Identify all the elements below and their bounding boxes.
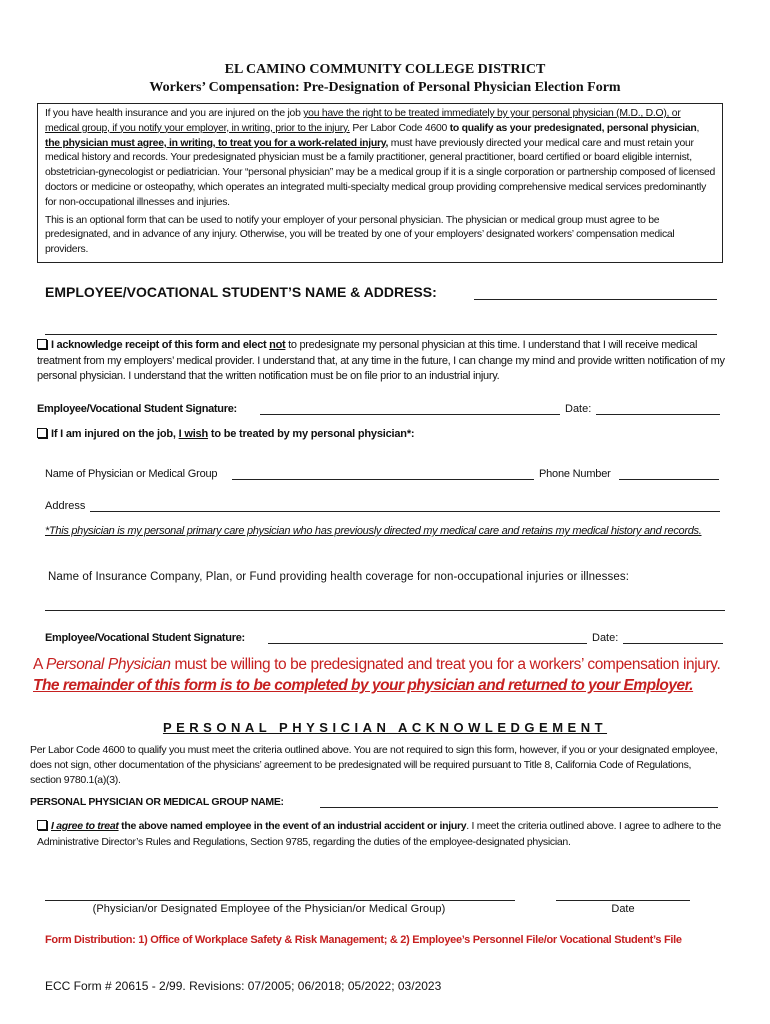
employee-name-line[interactable]	[474, 299, 717, 300]
signature-1-label-text: Employee/Vocational Student Signature	[37, 403, 234, 415]
colon: :	[241, 632, 245, 644]
address-label: Address	[45, 500, 86, 512]
intro-right-text: you have the right to be treated immediately by your personal physician (M.D., D.O), or medical group, if you notify your employer, in writing, prior to the injury.	[45, 108, 681, 134]
agree-bold-text: the above named employee in the event of an industrial accident or injury	[118, 820, 467, 832]
date-2-label: Date:	[592, 632, 619, 644]
physician-date-line[interactable]	[556, 900, 690, 901]
employee-name-label: EMPLOYEE/VOCATIONAL STUDENT’S NAME & ADDRESS:	[45, 284, 437, 300]
agree-statement	[37, 818, 723, 850]
physician-group-name-text: PERSONAL PHYSICIAN OR MEDICAL GROUP NAME	[30, 796, 281, 808]
intro-paragraph-1	[45, 107, 715, 211]
physician-group-name-line[interactable]	[320, 807, 718, 808]
notice-text: A	[33, 656, 46, 673]
decline-text: I acknowledge receipt of this form and elect	[51, 339, 270, 351]
acknowledgement-body: Per Labor Code 4600 to qualify you must meet the criteria outlined above. You are not required to sign this form, however, if you or your designated employee, does not sign, other documentation of the physicians’ agreement to be predesignated will be required pursuant to Title 8, California Code of Regulations, section 9780.1(a)(3).	[30, 744, 718, 786]
colon: :	[233, 403, 237, 415]
physician-signature-line[interactable]	[45, 900, 515, 901]
elect-wish-text: I wish	[178, 428, 208, 440]
form-distribution: Form Distribution: 1) Office of Workplace Safety & Risk Management; & 2) Employee’s Personnel File/or Vocational Student’s File	[45, 934, 682, 946]
elect-checkbox[interactable]	[37, 428, 47, 438]
signature-2-label	[45, 632, 245, 644]
phone-line[interactable]	[619, 479, 719, 480]
address-line[interactable]	[90, 511, 720, 512]
decline-not-text: not	[269, 339, 286, 351]
acknowledgement-heading: PERSONAL PHYSICIAN ACKNOWLEDGEMENT	[162, 720, 608, 735]
notice-text-rest: must be willing to be predesignated and treat you for a workers’ compensation injury.	[170, 656, 721, 673]
signature-2-label-text: Employee/Vocational Student Signature	[45, 632, 242, 644]
date-2-line[interactable]	[623, 643, 723, 644]
physician-signature-caption: (Physician/or Designated Employee of the Physician/or Medical Group)	[92, 903, 446, 915]
option-elect	[37, 428, 414, 440]
date-1-line[interactable]	[596, 414, 720, 415]
intro-agree-text: the physician must agree, in writing, to treat you for a work-related injury,	[45, 137, 389, 149]
intro-paragraph-2: This is an optional form that can be used to notify your employer of your personal physician. The physician or medical group must agree to be predesignated, and in advance of any injury. Otherwise, you will be treated by one of your employers’ designated workers’ compensation medical providers.	[45, 214, 675, 256]
intro-box	[37, 103, 723, 263]
district-title: EL CAMINO COMMUNITY COLLEGE DISTRICT	[224, 62, 546, 77]
option-decline	[37, 338, 727, 385]
phone-label: Phone Number	[539, 468, 611, 480]
physician-date-caption: Date	[611, 903, 635, 915]
intro-text: Per Labor Code 4600	[349, 122, 450, 134]
employee-address-line[interactable]	[45, 334, 717, 335]
agree-checkbox[interactable]	[37, 820, 47, 830]
form-title: Workers’ Compensation: Pre-Designation of Personal Physician Election Form	[149, 80, 621, 95]
signature-1-line[interactable]	[260, 414, 560, 415]
elect-text: If I am injured on the job,	[51, 428, 179, 440]
intro-text: must have previously directed your medical care and must retain your medical history and records. Your predesignated physician must be a family practitioner, general practitioner, board certified or board eligible internist, obstetrician-gynecologist or pediatrician. Your “personal physician” may be a medical group if it is a single corporation or partnership composed of licensed doctors or medicine or osteopathy, which operates an integrated multi-specialty medical group providing comprehensive medical services predominantly for non-occupational illnesses and injuries.	[45, 137, 716, 208]
physician-group-name-label	[30, 796, 284, 808]
agree-text-rest: . I meet the criteria outlined above. I agree to adhere to the Administrative Director’s Rules and Regulations, Section 9785, regarding the duties of the employee-designated physician.	[37, 820, 721, 848]
physician-name-label: Name of Physician or Medical Group	[45, 468, 218, 480]
intro-qualify-text: to qualify as your predesignated, personal physician	[449, 122, 697, 134]
date-1-label: Date:	[565, 403, 592, 415]
decline-text-rest: to predesignate my personal physician at this time. I understand that I will receive medical treatment from my employers’ medical provider. I understand that, at any time in the future, I can change my mind and provide written notification of my personal physician. I understand that the written notification must be on file prior to an industrial injury.	[37, 339, 725, 382]
form-number-footer: ECC Form # 20615 - 2/99. Revisions: 07/2005; 06/2018; 05/2022; 03/2023	[45, 979, 442, 993]
notice-line-2: The remainder of this form is to be completed by your physician and returned to your Employer.	[33, 677, 694, 694]
physician-name-line[interactable]	[232, 479, 534, 480]
notice-physician-text: Personal Physician	[46, 656, 171, 673]
signature-2-line[interactable]	[268, 643, 587, 644]
agree-text: I agree to treat	[51, 820, 119, 832]
intro-text: ,	[696, 122, 700, 134]
notice-line-1	[33, 656, 720, 674]
insurance-line[interactable]	[45, 610, 725, 611]
physician-footnote: *This physician is my personal primary care physician who has previously directed my medical care and retains my medical history and records.	[45, 525, 702, 537]
elect-text-rest: to be treated by my personal physician*:	[208, 428, 415, 440]
colon: :	[280, 796, 284, 808]
signature-1-label	[37, 403, 237, 415]
intro-text: If you have health insurance and you are injured on the job	[45, 108, 304, 119]
insurance-label: Name of Insurance Company, Plan, or Fund providing health coverage for non-occupational injuries or illnesses:	[48, 571, 629, 583]
decline-checkbox[interactable]	[37, 339, 47, 349]
